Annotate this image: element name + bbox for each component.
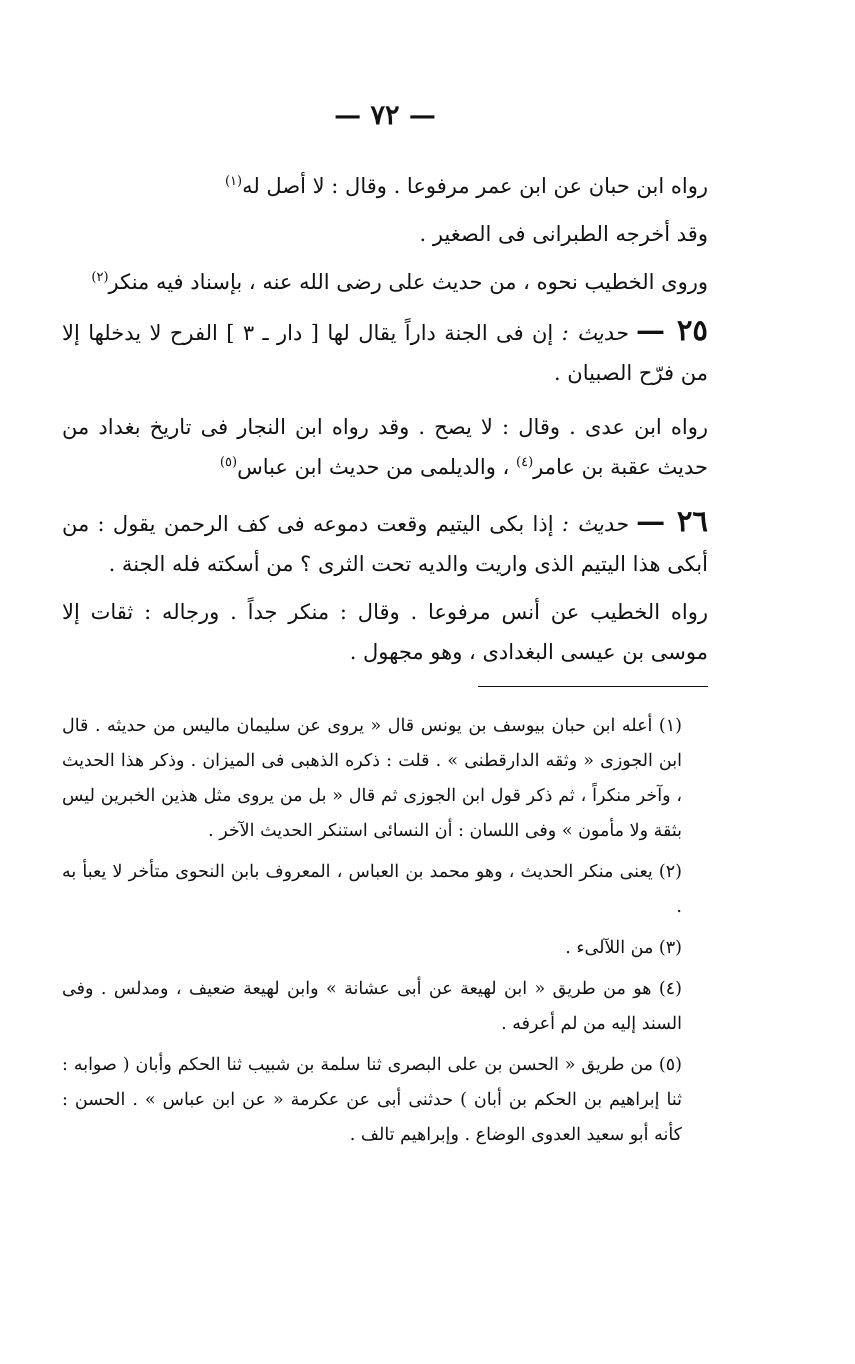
hadith-number: ٢٥ — bbox=[636, 313, 708, 347]
paragraph-text: ، والديلمى من حديث ابن عباس bbox=[237, 455, 510, 479]
footnote-5: (٥) من طريق « الحسن بن على البصرى ثنا سلمة بن شبيب ثنا الحكم وأبان ( صوابه : ثنا إبراهيم بن الحكم بن أبان ) حدثنى أبى عن عكرمة « عن ابن عباس » . الحسن : كأنه أبو سعيد العدوى الوضاع . وإبراهيم تالف . bbox=[62, 1055, 682, 1145]
paragraph-text: وقد أخرجه الطبرانى فى الصغير . bbox=[419, 222, 708, 246]
hadith-keyword: حديث : bbox=[561, 512, 628, 536]
paragraph-text: رواه ابن حبان عن ابن عمر مرفوعا . وقال : لا أصل له bbox=[242, 174, 708, 198]
hadith-26 bbox=[62, 501, 708, 584]
footnote-1: (١) أعله ابن حبان بيوسف بن يونس قال « يروى عن سليمان ماليس من حديثه . قال ابن الجوزى « وثقه الدارقطنى » . قلت : ذكره الذهبى فى الميزان . وذكر هذا الحديث ، وآخر منكراً ، ثم ذكر قول ابن الجوزى ثم قال « بل من يروى مثل هذين الخبرين ليس بثقة ولا مأمون » وفى اللسان : أن النسائى استنكر الحديث الآخر . bbox=[62, 716, 682, 841]
paragraph-text: رواه ابن عدى . وقال : لا يصح . وقد رواه ابن النجار فى تاريخ بغداد من حديث عقبة بن عامر bbox=[62, 415, 708, 479]
paragraph-text: رواه الخطيب عن أنس مرفوعا . وقال : منكر جداً . ورجاله : ثقات إلا موسى بن عيسى البغدادى ، وهو مجهول . bbox=[62, 600, 708, 664]
footnote-3: (٣) من اللآلىء . bbox=[565, 938, 682, 958]
footnote-ref: (٢) bbox=[91, 270, 109, 285]
page-number: — ٧٢ — bbox=[334, 100, 436, 131]
footnotes bbox=[62, 709, 708, 1153]
hadith-text: إن فى الجنة داراً يقال لها [ دار ـ ٣ ] الفرح لا يدخلها إلا من فرّح الصبيان . bbox=[62, 321, 708, 385]
footnote-ref: (١) bbox=[224, 174, 243, 189]
paragraph-takhrij-3 bbox=[62, 262, 708, 302]
footnote-ref: (٥) bbox=[219, 455, 238, 470]
hadith-25 bbox=[62, 310, 708, 393]
paragraph-takhrij-26 bbox=[62, 592, 708, 672]
paragraph-takhrij-2 bbox=[62, 214, 708, 254]
paragraph-takhrij-25 bbox=[62, 407, 708, 487]
footnote-4: (٤) هو من طريق « ابن لهيعة عن أبى عشانة » وابن لهيعة ضعيف ، ومدلس . وفى السند إليه من لم أعرفه . bbox=[62, 979, 682, 1034]
main-text bbox=[62, 166, 708, 672]
paragraph-takhrij-1 bbox=[62, 166, 708, 206]
paragraph-text: وروى الخطيب نحوه ، من حديث على رضى الله عنه ، بإسناد فيه منكر bbox=[108, 270, 708, 294]
footnote-2: (٢) يعنى منكر الحديث ، وهو محمد بن العباس ، المعروف بابن النحوى متأخر لا يعبأ به . bbox=[62, 862, 682, 917]
footnote-divider bbox=[478, 686, 708, 687]
document-page bbox=[62, 96, 708, 1326]
hadith-number: ٢٦ — bbox=[636, 504, 708, 538]
hadith-text: إذا بكى اليتيم وقعت دموعه فى كف الرحمن يقول : من أبكى هذا اليتيم الذى واريت والديه تحت الثرى ؟ من أسكته فله الجنة . bbox=[62, 512, 708, 576]
footnote-ref: (٤) bbox=[516, 455, 534, 470]
hadith-keyword: حديث : bbox=[561, 321, 628, 345]
